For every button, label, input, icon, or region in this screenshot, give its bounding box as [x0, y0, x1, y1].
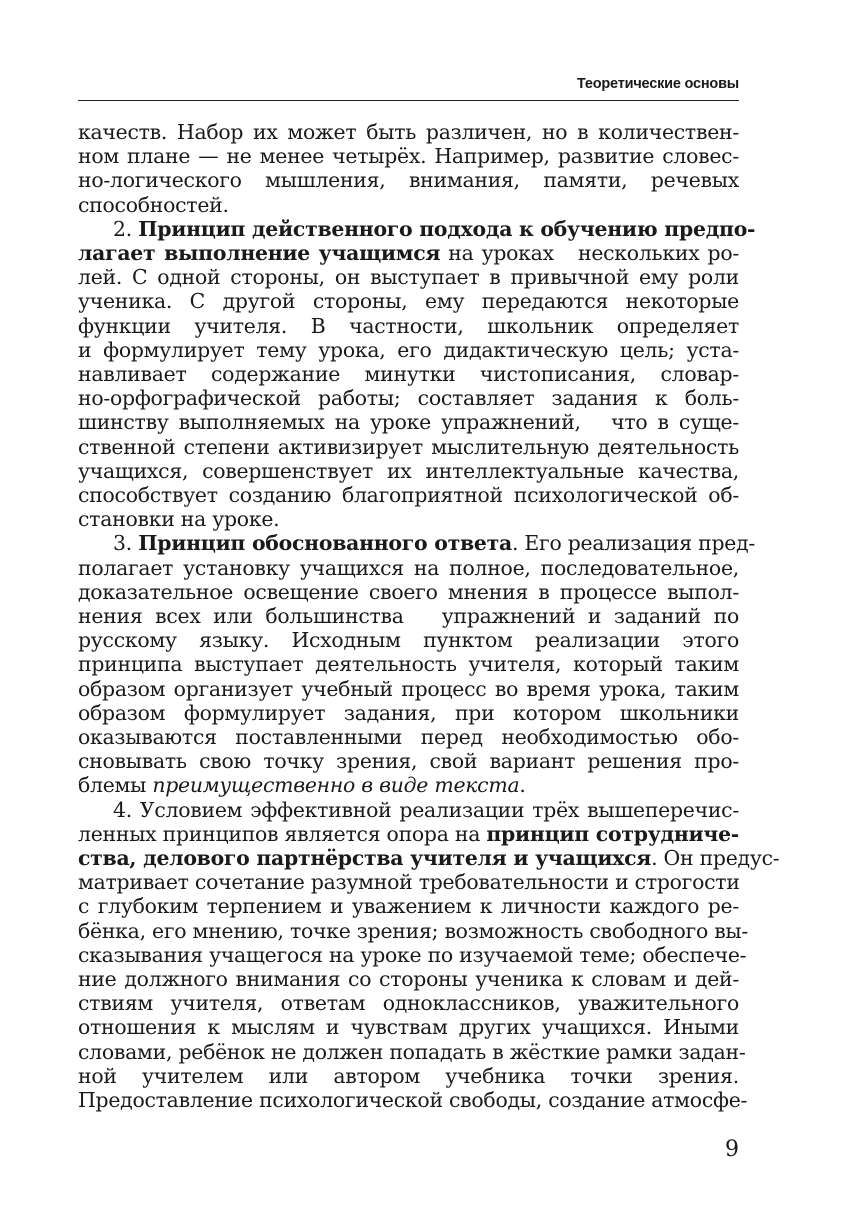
text-line: [78, 628, 739, 652]
text-line: [78, 338, 739, 362]
text-segment: 3.: [113, 531, 139, 556]
text-segment: доказательное освещение своего мнения в процессе выпол-: [78, 579, 739, 604]
text-segment: с глубоким терпением и уважением к личности каждого ре-: [78, 894, 739, 919]
text-segment: способствует созданию благоприятной психологической об-: [78, 483, 739, 507]
text-segment: . Его реализация пред-: [511, 531, 756, 556]
italic-text: преимущественно в виде текста: [152, 773, 520, 798]
text-segment: .: [519, 773, 526, 798]
text-segment: нения всех или большинства упражнений и заданий по: [78, 604, 739, 628]
text-line: [78, 604, 739, 628]
text-segment: матривает сочетание разумной требовательности и строгости: [78, 870, 740, 895]
text-segment: функции учителя. В частности, школьник определяет: [78, 313, 739, 338]
text-line: [78, 894, 739, 918]
text-segment: но-логического мышления, внимания, памяти, речевых: [78, 168, 739, 193]
text-line: [78, 241, 739, 265]
text-segment: оказываются поставленными перед необходимостью обо-: [78, 725, 739, 749]
text-line: [78, 314, 739, 338]
text-line: [78, 991, 739, 1015]
text-line: [78, 652, 739, 676]
text-line: [78, 435, 739, 459]
text-segment: становки на уроке.: [78, 507, 280, 532]
text-line: [78, 773, 739, 797]
text-line: [78, 942, 747, 967]
text-segment: . Он предус-: [651, 846, 780, 870]
text-line: [78, 1088, 748, 1112]
text-line: [113, 216, 756, 241]
bold-text: принцип сотрудниче-: [486, 821, 740, 846]
text-segment: 2.: [113, 216, 139, 241]
text-line: [78, 749, 739, 773]
text-line: [78, 1064, 739, 1088]
text-line: [113, 531, 756, 556]
text-line: [78, 918, 749, 943]
text-line: [78, 1039, 746, 1064]
text-segment: образом формулирует задания, при котором школьники: [78, 700, 739, 725]
text-line: [78, 580, 739, 604]
text-segment: лей. С одной стороны, он выступает в привычной ему роли: [78, 265, 739, 290]
text-line: [78, 289, 739, 313]
bold-text: ства, делового партнёрства учителя и учащихся: [78, 846, 652, 870]
text-segment: Предоставление психологической свободы, создание атмосфе-: [78, 1088, 748, 1112]
text-line: [113, 798, 739, 822]
text-segment: сказывания учащегося на уроке по изучаемой теме; обеспече-: [78, 942, 747, 967]
text-segment: принципа выступает деятельность учителя, который таким: [78, 652, 739, 677]
text-line: [78, 507, 739, 531]
text-segment: 4. Условием эффективной реализации трёх вышеперечис-: [113, 797, 739, 822]
text-segment: способностей.: [78, 192, 229, 217]
text-segment: на уроках нескольких ро-: [440, 241, 739, 265]
text-line: [78, 362, 739, 386]
text-segment: бёнка, его мнению, точке зрения; возможность свободного вы-: [78, 918, 749, 943]
text-line: [78, 193, 739, 217]
text-line: [78, 459, 739, 483]
text-segment: ленных принципов является опора на: [78, 821, 487, 846]
text-line: [78, 483, 739, 507]
text-segment: ние должного внимания со стороны ученика к словам и дей-: [78, 967, 739, 991]
text-segment: образом организует учебный процесс во время урока, таким: [78, 676, 739, 701]
text-line: [78, 386, 739, 410]
text-segment: навливает содержание минутки чистописания, словар-: [78, 362, 739, 386]
text-line: [78, 822, 739, 846]
text-segment: качеств. Набор их может быть различен, но в количествен-: [78, 120, 739, 144]
text-segment: ствиям учителя, ответам одноклассников, уважительного: [78, 991, 739, 1016]
text-segment: словами, ребёнок не должен попадать в жёсткие рамки задан-: [78, 1039, 746, 1064]
text-line: [78, 120, 739, 144]
running-header: Теоретические основы: [576, 76, 739, 92]
text-segment: полагает установку учащихся на полное, последовательное,: [78, 555, 739, 580]
text-segment: сновывать свою точку зрения, свой вариант решения про-: [78, 749, 739, 774]
text-line: [78, 725, 739, 749]
text-segment: но-орфографической работы; составляет задания к боль-: [78, 386, 739, 411]
text-line: [78, 144, 739, 168]
text-line: [78, 265, 739, 289]
text-line: [78, 168, 739, 192]
page-number: 9: [725, 1137, 739, 1162]
text-segment: русскому языку. Исходным пунктом реализации этого: [78, 628, 739, 653]
text-segment: отношения к мыслям и чувствам других учащихся. Иными: [78, 1015, 739, 1040]
bold-text: лагает выполнение учащимся: [78, 241, 441, 265]
text-line: [78, 701, 739, 725]
text-segment: шинству выполняемых на уроке упражнений, что в суще-: [78, 410, 739, 435]
text-segment: учащихся, совершенствует их интеллектуальные качества,: [78, 458, 739, 483]
text-segment: и формулирует тему урока, его дидактическую цель; уста-: [78, 337, 739, 362]
header-rule: [78, 100, 739, 101]
text-segment: ном плане — не менее четырёх. Например, развитие словес-: [78, 144, 739, 169]
bold-text: Принцип действенного подхода к обучению предпо-: [138, 216, 756, 241]
text-line: [78, 870, 739, 894]
text-line: [78, 846, 780, 870]
text-segment: блемы: [78, 773, 153, 798]
text-segment: ственной степени активизирует мыслительную деятельность: [78, 434, 739, 459]
text-line: [78, 1015, 739, 1039]
text-segment: ной учителем или автором учебника точки зрения.: [78, 1063, 739, 1088]
text-line: [78, 967, 739, 991]
text-line: [78, 556, 739, 580]
text-line: [78, 677, 739, 701]
bold-text: Принцип обоснованного ответа: [138, 531, 512, 556]
text-segment: ученика. С другой стороны, ему передаются некоторые: [78, 289, 739, 314]
text-line: [78, 410, 739, 434]
